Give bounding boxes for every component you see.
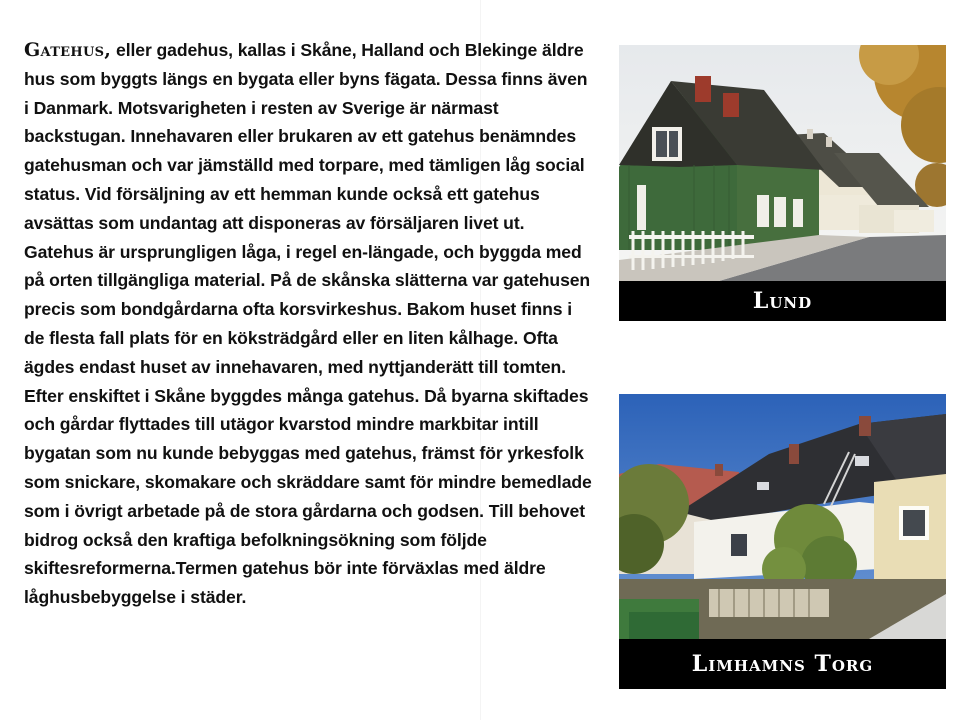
article-text xyxy=(24,36,594,612)
paragraph-1 xyxy=(24,36,594,238)
paragraph-3: Efter enskiftet i Skåne byggdes många gatehus. Då byarna skiftades och gårdar flyttades till utägor kvarstod mindre markbitar intill bygatan som nu kunde bebyggas med gatehus, främst för yrkesfolk som snickare, skomakare och skräddare samt för mindre bemedlade som i övrigt arbetade på de stora gårdarna och godsen. Till behovet bidrog också den kraftiga befolkningsökning som följde skiftesreformerna.Termen gatehus bör inte förväxlas med äldre låghusbebyggelse i städer. xyxy=(24,385,592,608)
caption-limhamns-torg: Limhamns Torg xyxy=(619,639,946,689)
figure-limhamns-torg xyxy=(619,394,946,689)
paragraph-1-text: eller gadehus, kallas i Skåne, Halland och Blekinge äldre hus som byggts längs en bygata eller byns fägata. Dessa finns även i Danmark. Motsvarigheten i resten av Sverige är närmast backstugan. Innehavaren eller brukaren av ett gatehus benämndes gatehusman och var jämställd med torpare, med tämligen låg social status. Vid försäljning av ett hemman kunde också ett gatehus avsättas som undantag att disponeras av försäljaren livet ut. xyxy=(24,40,588,233)
figure-lund xyxy=(619,45,946,321)
photo-limhamns-torg xyxy=(619,394,946,639)
caption-lund: Lund xyxy=(619,281,946,321)
paragraph-2: Gatehus är ursprungligen låga, i regel en-längade, och byggda med på orten tillgängliga material. På de skånska slätterna var gatehusen precis som bondgårdarna ofta korsvirkeshus. Bakom huset finns i de flesta fall plats för en köksträdgård eller en liten kålhage. Ofta ägdes endast huset av innehavaren, med nyttjanderätt till tomten. xyxy=(24,241,591,377)
photo-lund xyxy=(619,45,946,281)
lead-word: Gatehus, xyxy=(24,39,112,61)
